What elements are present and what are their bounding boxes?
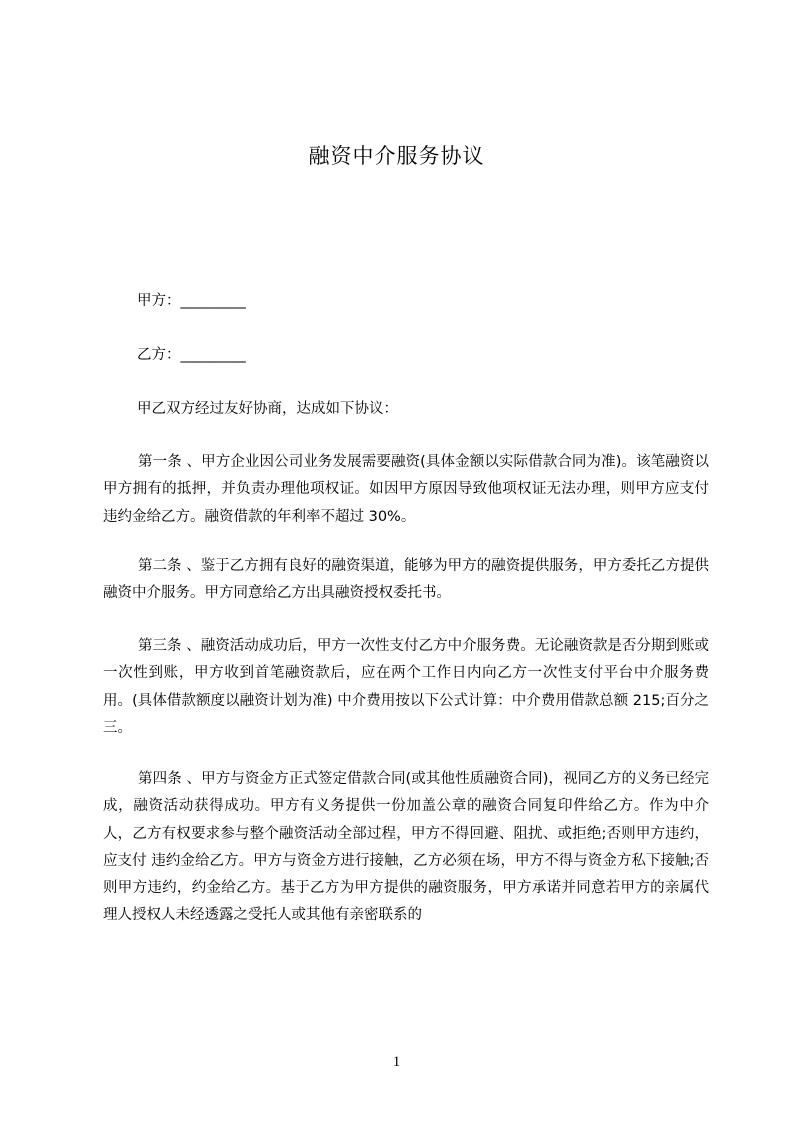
- article-1: 第一条 、甲方企业因公司业务发展需要融资(具体金额以实际借款合同为准)。该笔融资以甲方拥有的抵押，并负责办理他项权证。如因甲方原因导致他项权证无法办理，则甲方应支付违约金给乙方。融资借款的年利率不超过 30%。: [103, 454, 709, 525]
- document-title: 融资中介服务协议: [308, 144, 485, 168]
- page-number: 1: [392, 1054, 401, 1070]
- article-4: 第四条 、甲方与资金方正式签定借款合同(或其他性质融资合同)，视同乙方的义务已经完成，融资活动获得成功。甲方有义务提供一份加盖公章的融资合同复印件给乙方。作为中介人，乙方有权要求参与整个融资活动全部过程，甲方不得回避、阻扰、或拒绝;否则甲方违约，应支付 违约金给乙方。甲方与资金方进行接触，乙方必须在场，甲方不得与资金方私下接触;否则甲方违约，约金给乙方。基于乙方为甲方提供的融资服务，甲方承诺并同意若甲方的亲属代理人授权人未经透露之受托人或其他有亲密联系的: [103, 771, 709, 924]
- party-a-line: 甲方：_________: [137, 293, 246, 309]
- article-3: 第三条 、融资活动成功后，甲方一次性支付乙方中介服务费。无论融资款是否分期到账或一次性到账，甲方收到首笔融资款后，应在两个工作日内向乙方一次性支付平台中介服务费用。(具体借款额度以融资计划为准) 中介费用按以下公式计算：中介费用借款总额 215;百分之三。: [103, 638, 709, 736]
- party-b-line: 乙方：_________: [137, 347, 246, 363]
- agreement-intro: 甲乙双方经过友好协商，达成如下协议：: [137, 401, 398, 417]
- article-2: 第二条 、鉴于乙方拥有良好的融资渠道，能够为甲方的融资提供服务，甲方委托乙方提供融资中介服务。甲方同意给乙方出具融资授权委托书。: [103, 558, 709, 602]
